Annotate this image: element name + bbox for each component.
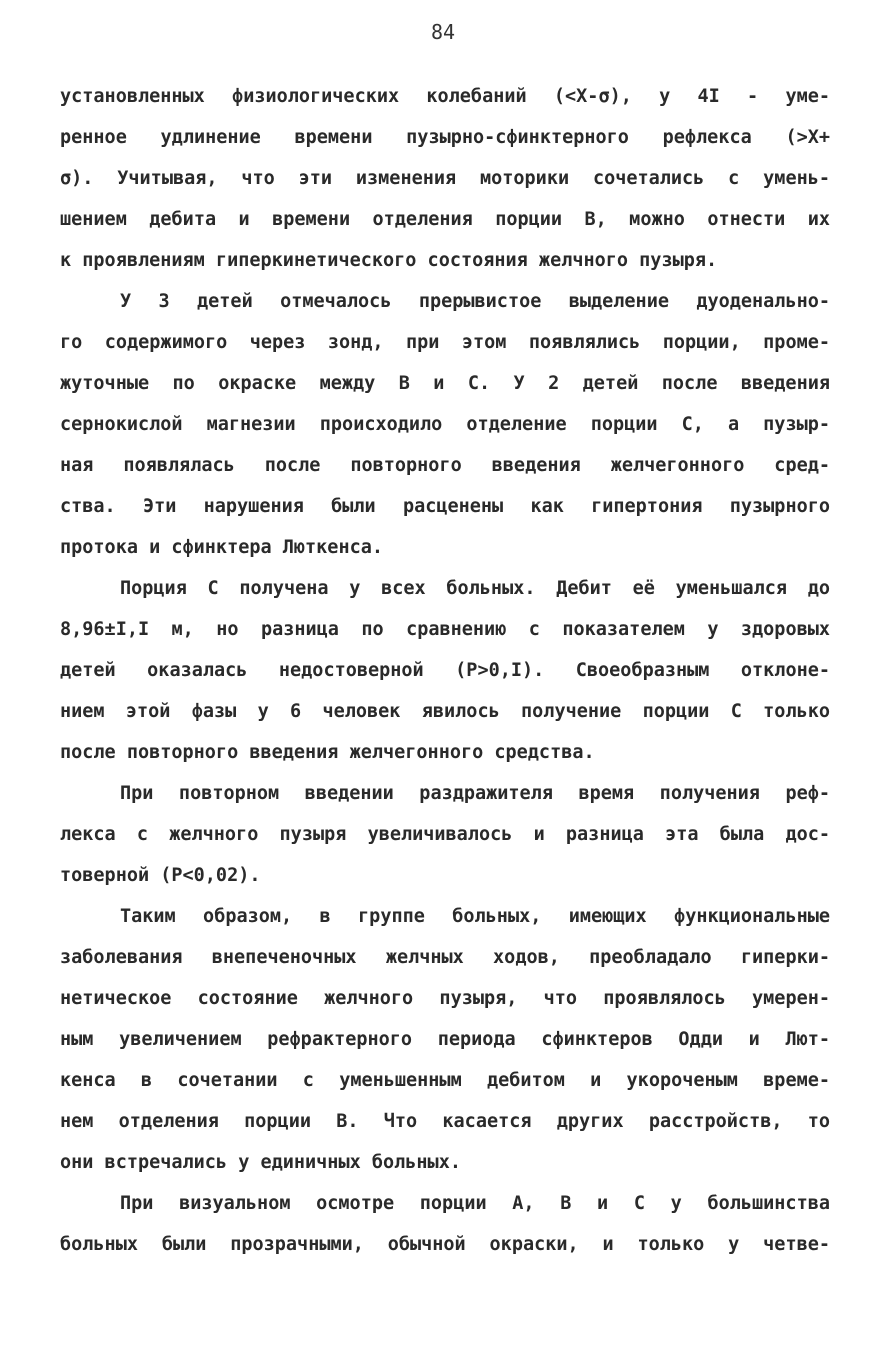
text-line: го содержимого через зонд, при этом появлялись порции, проме- [60,332,830,353]
text-line: нетическое состояние желчного пузыря, что проявлялось умерен- [60,988,830,1009]
paragraph-5 [60,896,830,1183]
text-line: лекса с желчного пузыря увеличивалось и разница эта была дос- [60,824,830,845]
text-line: ная появлялась после повторного введения желчегонного сред- [60,455,830,476]
text-line: жуточные по окраске между В и С. У 2 детей после введения [60,373,830,394]
paragraph-3 [60,568,830,773]
text-line: протока и сфинктера Люткенса. [60,537,384,558]
text-line: детей оказалась недостоверной (Р>0,I). Своеобразным отклоне- [60,660,830,681]
text-line: кенса в сочетании с уменьшенным дебитом и укороченым време- [60,1070,830,1091]
paragraph-4 [60,773,830,896]
paragraph-1 [60,76,830,281]
paragraph-2 [60,281,830,568]
text-line: товерной (Р<0,02). [60,865,261,886]
text-line: ства. Эти нарушения были расценены как гипертония пузырного [60,496,830,517]
text-line: после повторного введения желчегонного средства. [60,742,595,763]
paragraph-6 [60,1183,830,1265]
text-line: шением дебита и времени отделения порции В, можно отнести их [60,209,830,230]
text-line: установленных физиологических колебаний (<X-σ), у 4I - уме- [60,86,830,107]
text-line: больных были прозрачными, обычной окраски, и только у четве- [60,1234,830,1255]
text-line: нием этой фазы у 6 человек явилось получение порции С только [60,701,830,722]
text-line: к проявлениям гиперкинетического состояния желчного пузыря. [60,250,718,271]
text-line: нем отделения порции В. Что касается других расстройств, то [60,1111,830,1132]
text-line: σ). Учитывая, что эти изменения моторики сочетались с умень- [60,168,830,189]
text-line: У 3 детей отмечалось прерывистое выделение дуоденально- [120,291,830,312]
text-line: ным увеличением рефрактерного периода сфинктеров Одди и Лют- [60,1029,830,1050]
text-line: Порция С получена у всех больных. Дебит её уменьшался до [120,578,830,599]
text-line: сернокислой магнезии происходило отделение порции С, а пузыр- [60,414,830,435]
text-line: При повторном введении раздражителя время получения реф- [120,783,830,804]
text-line: 8,96±I,I м, но разница по сравнению с показателем у здоровых [60,619,830,640]
text-line: ренное удлинение времени пузырно-сфинктерного рефлекса (>X+ [60,127,830,148]
page-number: 84 [430,20,456,44]
text-line: При визуальном осмотре порции А, В и С у большинства [120,1193,830,1214]
text-line: заболевания внепеченочных желчных ходов, преобладало гиперки- [60,947,830,968]
text-line: Таким образом, в группе больных, имеющих функциональные [120,906,830,927]
body-text [60,76,830,1265]
text-line: они встречались у единичных больных. [60,1152,461,1173]
